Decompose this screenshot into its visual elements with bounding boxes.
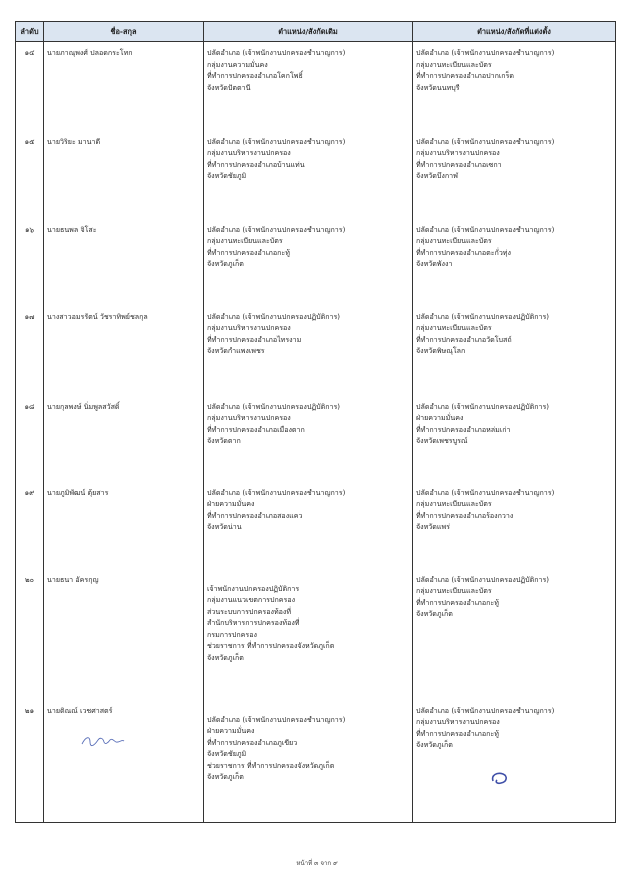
position-line: ที่ทำการปกครองอำเภอเซกา — [416, 159, 502, 169]
position-line: กลุ่มงานบริหารงานปกครอง — [207, 148, 291, 158]
row-number-cell — [16, 131, 44, 219]
name-cell — [44, 482, 204, 569]
table-row — [16, 131, 616, 219]
row-number-cell — [16, 482, 44, 569]
position-line: ปลัดอำเภอ (เจ้าพนักงานปกครองชำนาญการ) — [207, 224, 346, 234]
row-number: ๑๕ — [24, 136, 35, 146]
position-line: กลุ่มงานบริหารงานปกครอง — [207, 323, 291, 333]
new-position-cell — [413, 482, 616, 569]
position-line: กลุ่มงานบริหารงานปกครอง — [416, 148, 500, 158]
row-number-cell — [16, 569, 44, 700]
position-line: กลุ่มงานทะเบียนและบัตร — [416, 499, 492, 509]
position-line: จังหวัดตาก — [207, 436, 241, 446]
position-line: ที่ทำการปกครองอำเภอกะทู้ — [416, 728, 499, 738]
position-line: ฝ่ายความมั่นคง — [207, 726, 255, 736]
position-line: ที่ทำการปกครองอำเภอบ้านแท่น — [207, 159, 305, 169]
table-row — [16, 569, 616, 700]
old-position-cell — [204, 569, 413, 700]
position-line: จังหวัดชัยภูมิ — [207, 749, 247, 759]
row-number: ๑๔ — [24, 48, 35, 57]
position-line: ที่ทำการปกครองอำเภอไทรงาม — [207, 334, 302, 344]
position-line: จังหวัดปัตตานี — [207, 82, 251, 92]
row-number: ๑๙ — [24, 487, 35, 497]
position-line: กรมการปกครอง — [207, 629, 257, 639]
position-line: ที่ทำการปกครองอำเภอหล่มเก่า — [416, 424, 511, 434]
position-line: จังหวัดภูเก็ต — [207, 653, 244, 663]
position-line: สำนักบริหารการปกครองท้องที่ — [207, 618, 300, 628]
position-line: ปลัดอำเภอ (เจ้าพนักงานปกครองปฏิบัติการ) — [416, 311, 550, 321]
table-row — [16, 42, 616, 131]
person-name: นายกุลพงษ์ นิ่มพูลสวัสดิ์ — [47, 401, 120, 411]
old-position-cell — [204, 219, 413, 306]
person-name: นายติณณ์ เวชศาสตร์ — [47, 705, 113, 715]
position-line: ที่ทำการปกครองอำเภอภูเขียว — [207, 737, 298, 747]
new-position-cell — [413, 42, 616, 131]
position-line: ปลัดอำเภอ (เจ้าพนักงานปกครองปฏิบัติการ) — [207, 311, 341, 321]
person-name: นางสาวอมรรัตน์ วัชราทิพย์ชลกุล — [47, 311, 148, 321]
new-position-cell — [413, 396, 616, 482]
position-line: ปลัดอำเภอ (เจ้าพนักงานปกครองชำนาญการ) — [207, 136, 346, 146]
position-line: ฝ่ายความมั่นคง — [207, 499, 255, 509]
row-number-cell — [16, 306, 44, 396]
old-position-cell — [204, 700, 413, 823]
person-name: นายวิริยะ มานาดี — [47, 136, 101, 146]
table-header-row — [16, 22, 616, 42]
name-cell — [44, 42, 204, 131]
position-line: ปลัดอำเภอ (เจ้าพนักงานปกครองชำนาญการ) — [207, 714, 346, 724]
old-position-cell — [204, 482, 413, 569]
position-line: ที่ทำการปกครองอำเภอโคกโพธิ์ — [207, 71, 303, 81]
name-cell — [44, 569, 204, 700]
old-position-cell — [204, 306, 413, 396]
header-old-position: ตำแหน่ง/สังกัดเดิม — [204, 22, 413, 42]
row-number: ๑๘ — [24, 401, 35, 411]
position-line: ที่ทำการปกครองอำเภอปากเกร็ด — [416, 71, 515, 81]
position-line: กลุ่มงานบริหารงานปกครอง — [207, 413, 291, 423]
position-line: ปลัดอำเภอ (เจ้าพนักงานปกครองชำนาญการ) — [416, 48, 555, 57]
position-line: ปลัดอำเภอ (เจ้าพนักงานปกครองชำนาญการ) — [416, 487, 555, 497]
row-number-cell — [16, 396, 44, 482]
name-cell — [44, 396, 204, 482]
position-line: จังหวัดพังงา — [416, 259, 453, 269]
row-number: ๒๑ — [24, 705, 35, 715]
person-name: นายภาณุพงศ์ ปลอดกระโทก — [47, 48, 133, 57]
position-line: จังหวัดเพชรบูรณ์ — [416, 436, 468, 446]
header-name: ชื่อ-สกุล — [44, 22, 204, 42]
position-line: เจ้าพนักงานปกครองปฏิบัติการ — [207, 583, 300, 593]
position-line: ฝ่ายความมั่นคง — [416, 413, 464, 423]
table-row — [16, 396, 616, 482]
position-line: ที่ทำการปกครองอำเภอเมืองตาก — [207, 424, 305, 434]
row-number: ๑๗ — [24, 311, 35, 321]
appointment-table — [15, 21, 616, 823]
person-name: นายธนพล จิโสะ — [47, 224, 97, 234]
position-line: ช่วยราชการ ที่ทำการปกครองจังหวัดภูเก็ต — [207, 760, 335, 770]
person-name: นายภูมิพัฒน์ ตุ้ยสาร — [47, 487, 109, 497]
position-line: ช่วยราชการ ที่ทำการปกครองจังหวัดภูเก็ต — [207, 641, 335, 651]
position-line: จังหวัดกำแพงเพชร — [207, 346, 265, 356]
position-line: กลุ่มงานทะเบียนและบัตร — [416, 236, 492, 246]
initials-mark — [483, 769, 523, 787]
header-no: ลำดับ — [16, 22, 44, 42]
position-line: ที่ทำการปกครองอำเภอวัดโบสถ์ — [416, 334, 512, 344]
name-cell — [44, 700, 204, 823]
row-number: ๑๖ — [24, 224, 34, 234]
row-number-cell — [16, 42, 44, 131]
new-position-cell — [413, 219, 616, 306]
position-line: กลุ่มงานทะเบียนและบัตร — [416, 586, 492, 596]
position-line: จังหวัดน่าน — [207, 522, 242, 532]
old-position-cell — [204, 42, 413, 131]
position-line: จังหวัดภูเก็ต — [207, 772, 244, 782]
position-line: ที่ทำการปกครองอำเภอร้องกวาง — [416, 510, 514, 520]
position-line: ที่ทำการปกครองอำเภอกะทู้ — [416, 597, 499, 607]
position-line: กลุ่มงานบริหารงานปกครอง — [416, 717, 500, 727]
position-line: จังหวัดภูเก็ต — [416, 609, 453, 619]
table-row — [16, 700, 616, 823]
header-new-position: ตำแหน่ง/สังกัดที่แต่งตั้ง — [413, 22, 616, 42]
position-line: ปลัดอำเภอ (เจ้าพนักงานปกครองชำนาญการ) — [416, 224, 555, 234]
position-line: ปลัดอำเภอ (เจ้าพนักงานปกครองปฏิบัติการ) — [416, 574, 550, 584]
position-line: กลุ่มงานแนวเขตการปกครอง — [207, 595, 296, 605]
new-position-cell — [413, 306, 616, 396]
row-number-cell — [16, 700, 44, 823]
position-line: กลุ่มงานทะเบียนและบัตร — [416, 59, 492, 69]
table-row — [16, 219, 616, 306]
position-line: จังหวัดพิษณุโลก — [416, 346, 466, 356]
name-cell — [44, 219, 204, 306]
position-line: ที่ทำการปกครองอำเภอกะทู้ — [207, 247, 290, 257]
name-cell — [44, 131, 204, 219]
position-line: ปลัดอำเภอ (เจ้าพนักงานปกครองชำนาญการ) — [207, 487, 346, 497]
position-line: ปลัดอำเภอ (เจ้าพนักงานปกครองชำนาญการ) — [207, 48, 346, 57]
position-line: จังหวัดนนทบุรี — [416, 82, 460, 92]
new-position-cell — [413, 700, 616, 823]
table-row — [16, 306, 616, 396]
row-number: ๒๐ — [24, 574, 34, 584]
new-position-cell — [413, 569, 616, 700]
table-row — [16, 482, 616, 569]
old-position-cell — [204, 396, 413, 482]
handwritten-signature — [78, 734, 168, 748]
position-line: ที่ทำการปกครองอำเภอตะกั่วทุ่ง — [416, 247, 511, 257]
position-line: ที่ทำการปกครองอำเภอสองแคว — [207, 510, 303, 520]
position-line: ปลัดอำเภอ (เจ้าพนักงานปกครองปฏิบัติการ) — [416, 401, 550, 411]
page-number: หน้าที่ ๓ จาก ๙ — [296, 860, 338, 867]
row-number-cell — [16, 219, 44, 306]
old-position-cell — [204, 131, 413, 219]
position-line: จังหวัดแพร่ — [416, 522, 450, 532]
position-line: กลุ่มงานทะเบียนและบัตร — [416, 323, 492, 333]
position-line: จังหวัดบึงกาฬ — [416, 171, 458, 181]
position-line: ปลัดอำเภอ (เจ้าพนักงานปกครองชำนาญการ) — [416, 136, 555, 146]
person-name: นายธนา อัครกุญ — [47, 574, 99, 584]
name-cell — [44, 306, 204, 396]
position-line: ส่วนระบบการปกครองท้องที่ — [207, 606, 292, 616]
position-line: กลุ่มงานความมั่นคง — [207, 59, 268, 69]
position-line: จังหวัดชัยภูมิ — [207, 171, 247, 181]
position-line: ปลัดอำเภอ (เจ้าพนักงานปกครองชำนาญการ) — [416, 705, 555, 715]
position-line: ปลัดอำเภอ (เจ้าพนักงานปกครองปฏิบัติการ) — [207, 401, 341, 411]
position-line: กลุ่มงานทะเบียนและบัตร — [207, 236, 283, 246]
position-line: จังหวัดภูเก็ต — [416, 740, 453, 750]
position-line: จังหวัดภูเก็ต — [207, 259, 244, 269]
new-position-cell — [413, 131, 616, 219]
